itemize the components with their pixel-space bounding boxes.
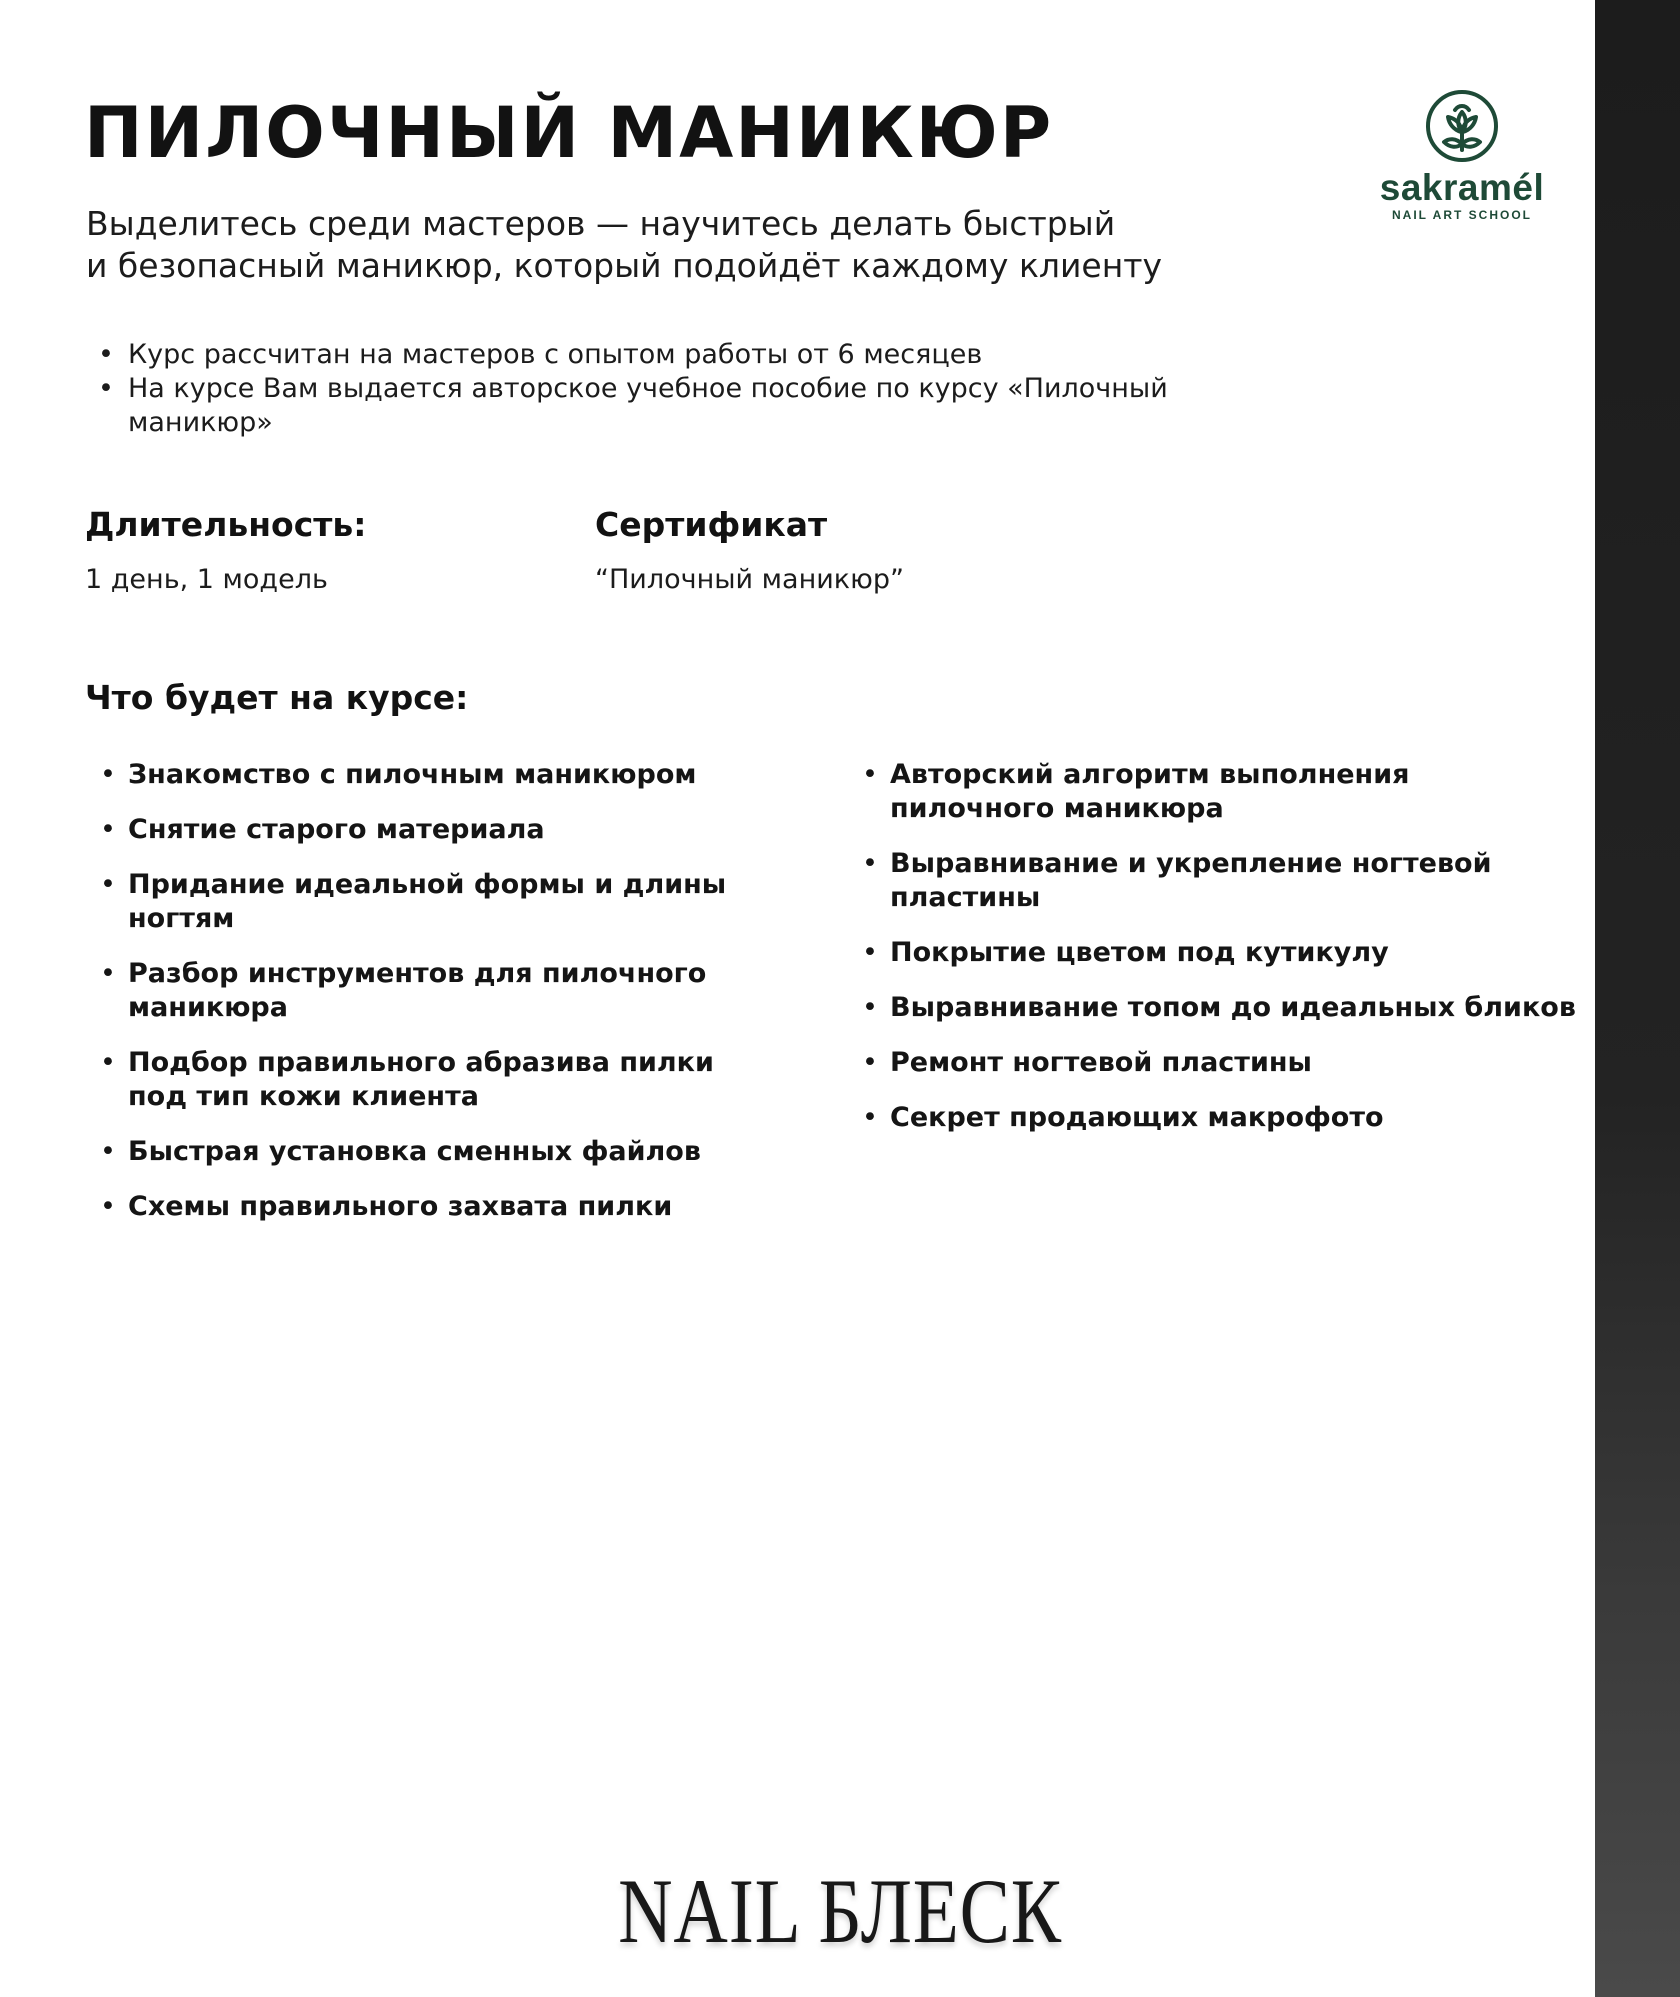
- curriculum-list-left: [96, 758, 776, 1245]
- lotus-icon: [1424, 88, 1500, 164]
- curriculum-list-right: [858, 758, 1578, 1156]
- duration-label: Длительность:: [85, 505, 367, 544]
- list-item: • Знакомство с пилочным маникюром: [96, 758, 776, 792]
- brand-wordmark: NAIL БЛЕСК: [618, 1860, 1062, 1962]
- duration-value: 1 день, 1 модель: [85, 564, 328, 595]
- side-strip: [1595, 0, 1680, 1997]
- logo-name: sakramél: [1379, 167, 1545, 208]
- certificate-block: [595, 505, 904, 595]
- list-item: • Разбор инструментов для пилочного маникюра: [96, 957, 776, 1025]
- list-item: • Выравнивание топом до идеальных бликов: [858, 991, 1578, 1025]
- list-item: • Схемы правильного захвата пилки: [96, 1190, 776, 1224]
- duration-block: [85, 505, 366, 595]
- list-item: • Подбор правильного абразива пилки под тип кожи клиента: [96, 1046, 776, 1114]
- certificate-label: Сертификат: [595, 505, 828, 544]
- list-item: • Ремонт ногтевой пластины: [858, 1046, 1578, 1080]
- subtitle-line: и безопасный маникюр, который подойдёт каждому клиенту: [86, 246, 1163, 285]
- page-subtitle: [86, 203, 1316, 287]
- logo-tagline: NAIL ART SCHOOL: [1392, 208, 1532, 222]
- page-title: ПИЛОЧНЫЙ МАНИКЮР: [84, 92, 1054, 174]
- list-item: • Покрытие цветом под кутикулу: [858, 936, 1578, 970]
- list-item: • На курсе Вам выдается авторское учебное пособие по курсу «Пилочный маникюр»: [96, 372, 1196, 440]
- certificate-value: “Пилочный маникюр”: [595, 564, 904, 595]
- school-logo: [1352, 88, 1572, 222]
- list-item: • Курс рассчитан на мастеров с опытом работы от 6 месяцев: [96, 338, 1196, 372]
- list-item: • Авторский алгоритм выполнения пилочного маникюра: [858, 758, 1578, 826]
- subtitle-line: Выделитесь среди мастеров — научитесь делать быстрый: [86, 204, 1116, 243]
- list-item: • Придание идеальной формы и длины ногтям: [96, 868, 776, 936]
- intro-points: [96, 338, 1196, 440]
- list-item: • Снятие старого материала: [96, 813, 776, 847]
- list-item: • Быстрая установка сменных файлов: [96, 1135, 776, 1169]
- list-item: • Выравнивание и укрепление ногтевой пластины: [858, 847, 1578, 915]
- curriculum-heading: Что будет на курсе:: [85, 678, 469, 717]
- list-item: • Секрет продающих макрофото: [858, 1101, 1578, 1135]
